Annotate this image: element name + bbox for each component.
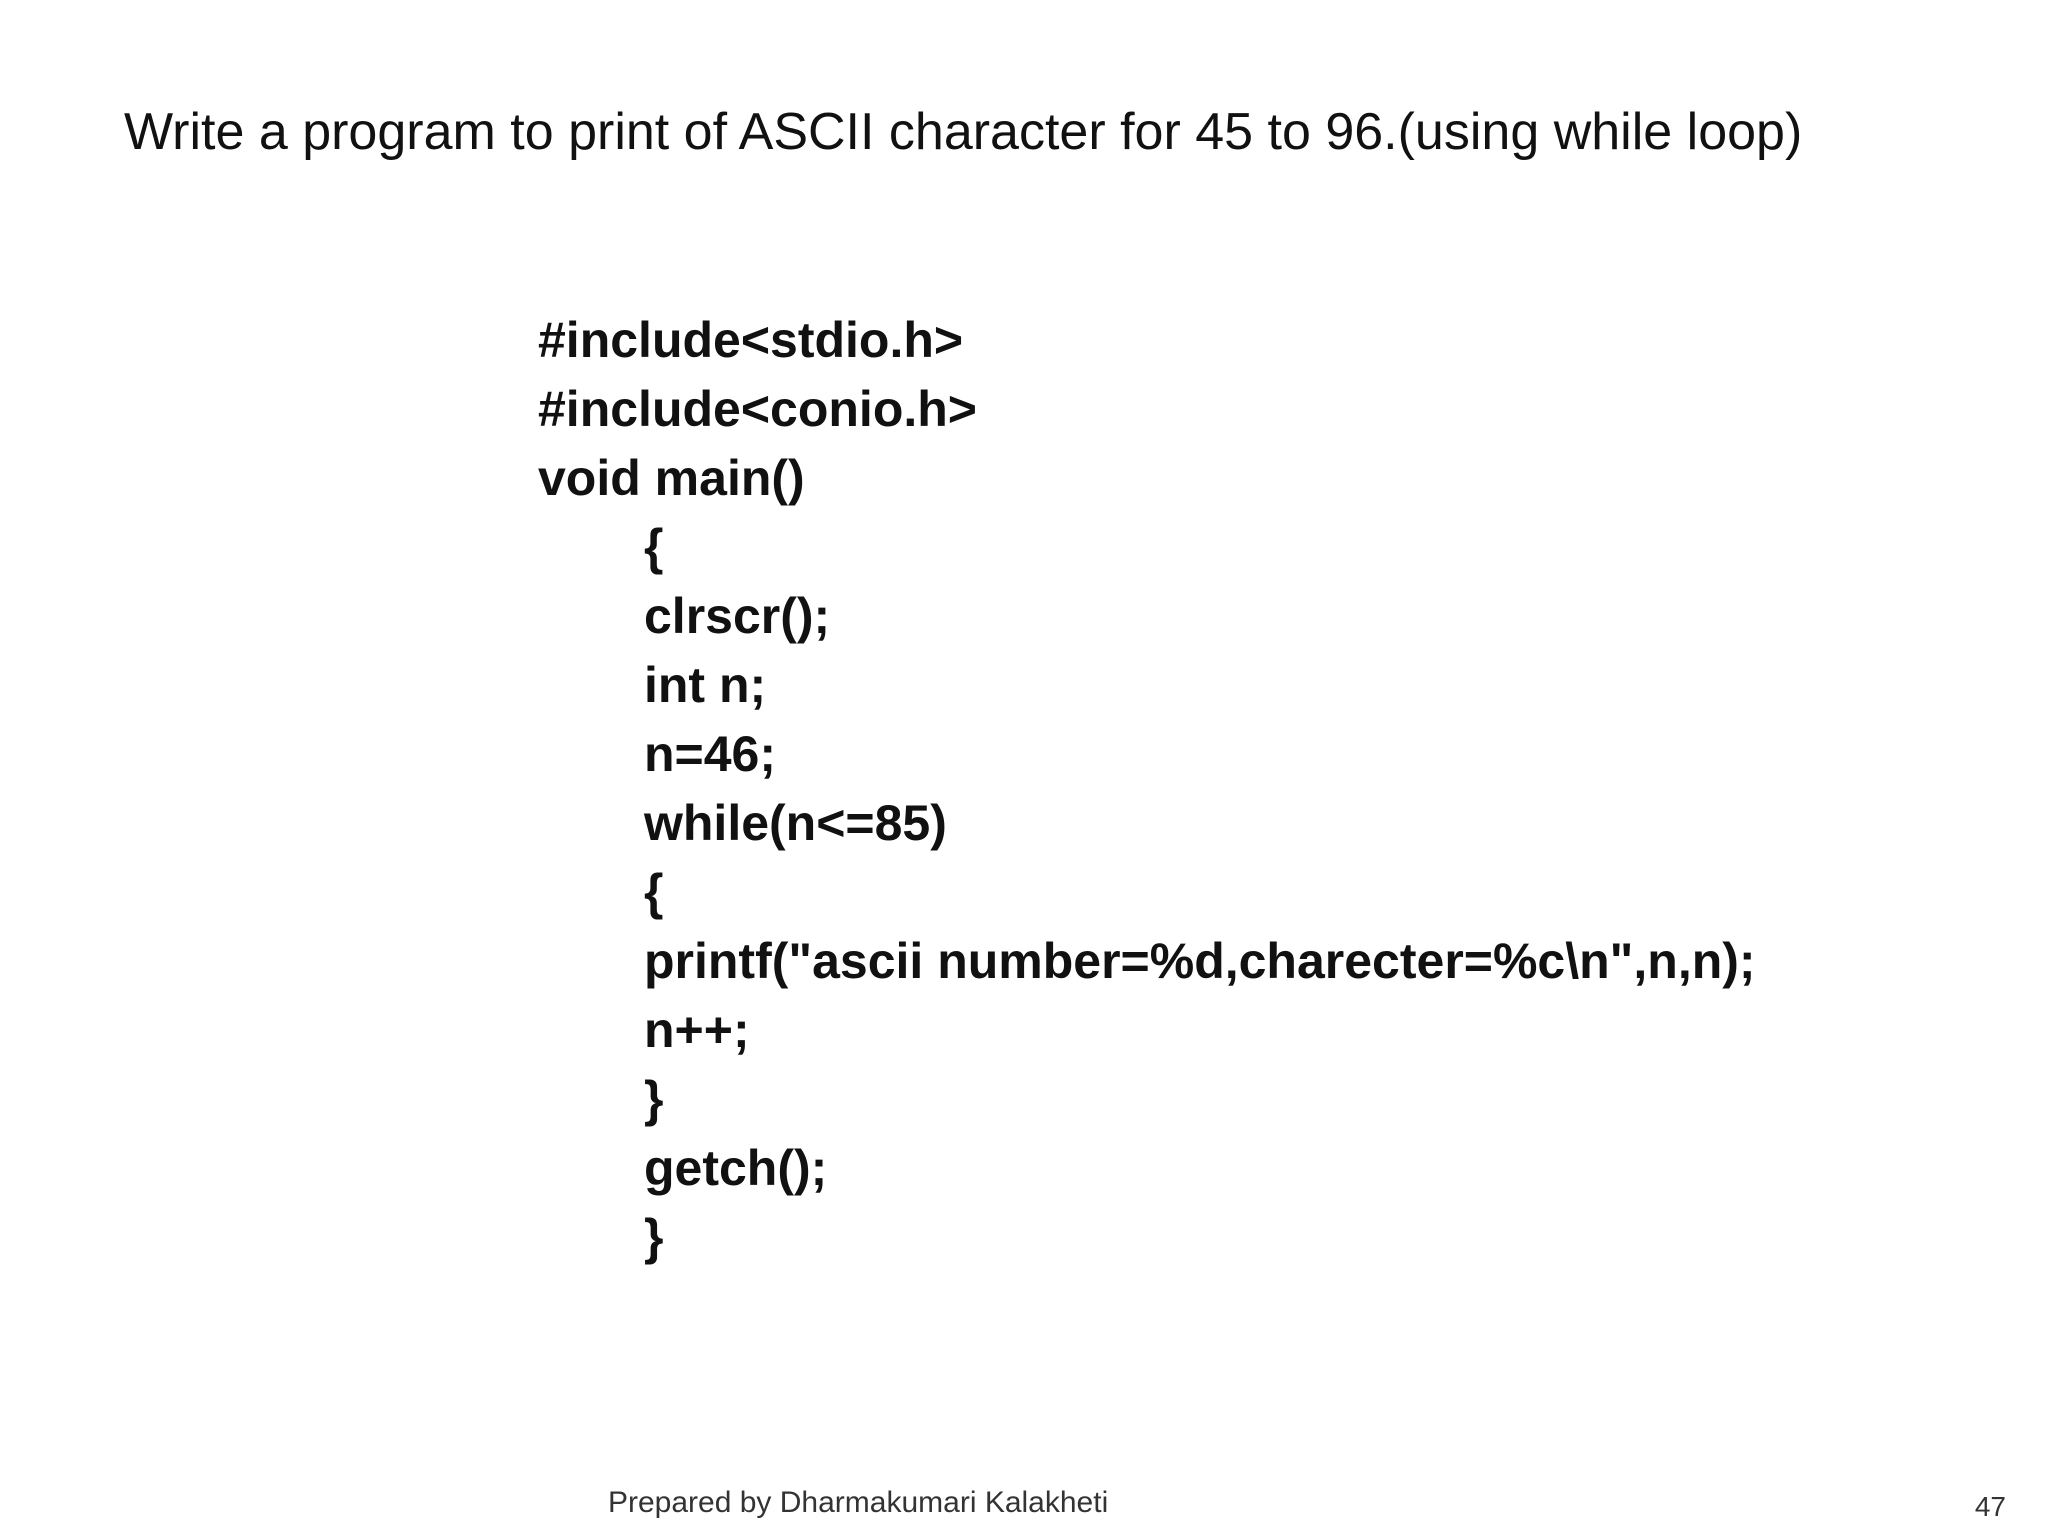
code-line: printf("ascii number=%d,charecter=%c\n",n,n); [644,933,1756,989]
footer-credit: Prepared by Dharmakumari Kalakheti [608,1486,1109,1519]
code-line: void main() [538,450,805,506]
code-line: clrscr(); [644,588,831,644]
code-line: n=46; [644,726,777,782]
page-number: 47 [1974,1491,2006,1522]
code-line: n++; [644,1002,750,1058]
code-line: #include<stdio.h> [538,312,964,368]
code-line: while(n<=85) [644,795,947,851]
code-line: } [644,1209,664,1265]
code-line: int n; [644,657,767,713]
code-block [538,306,1938,1272]
code-line: { [644,864,664,920]
code-line: #include<conio.h> [538,381,977,437]
code-line: getch(); [644,1140,828,1196]
code-line: } [644,1071,664,1127]
slide-title: Write a program to print of ASCII character for 45 to 96.(using while loop) [124,103,1803,161]
code-line: { [644,519,664,575]
